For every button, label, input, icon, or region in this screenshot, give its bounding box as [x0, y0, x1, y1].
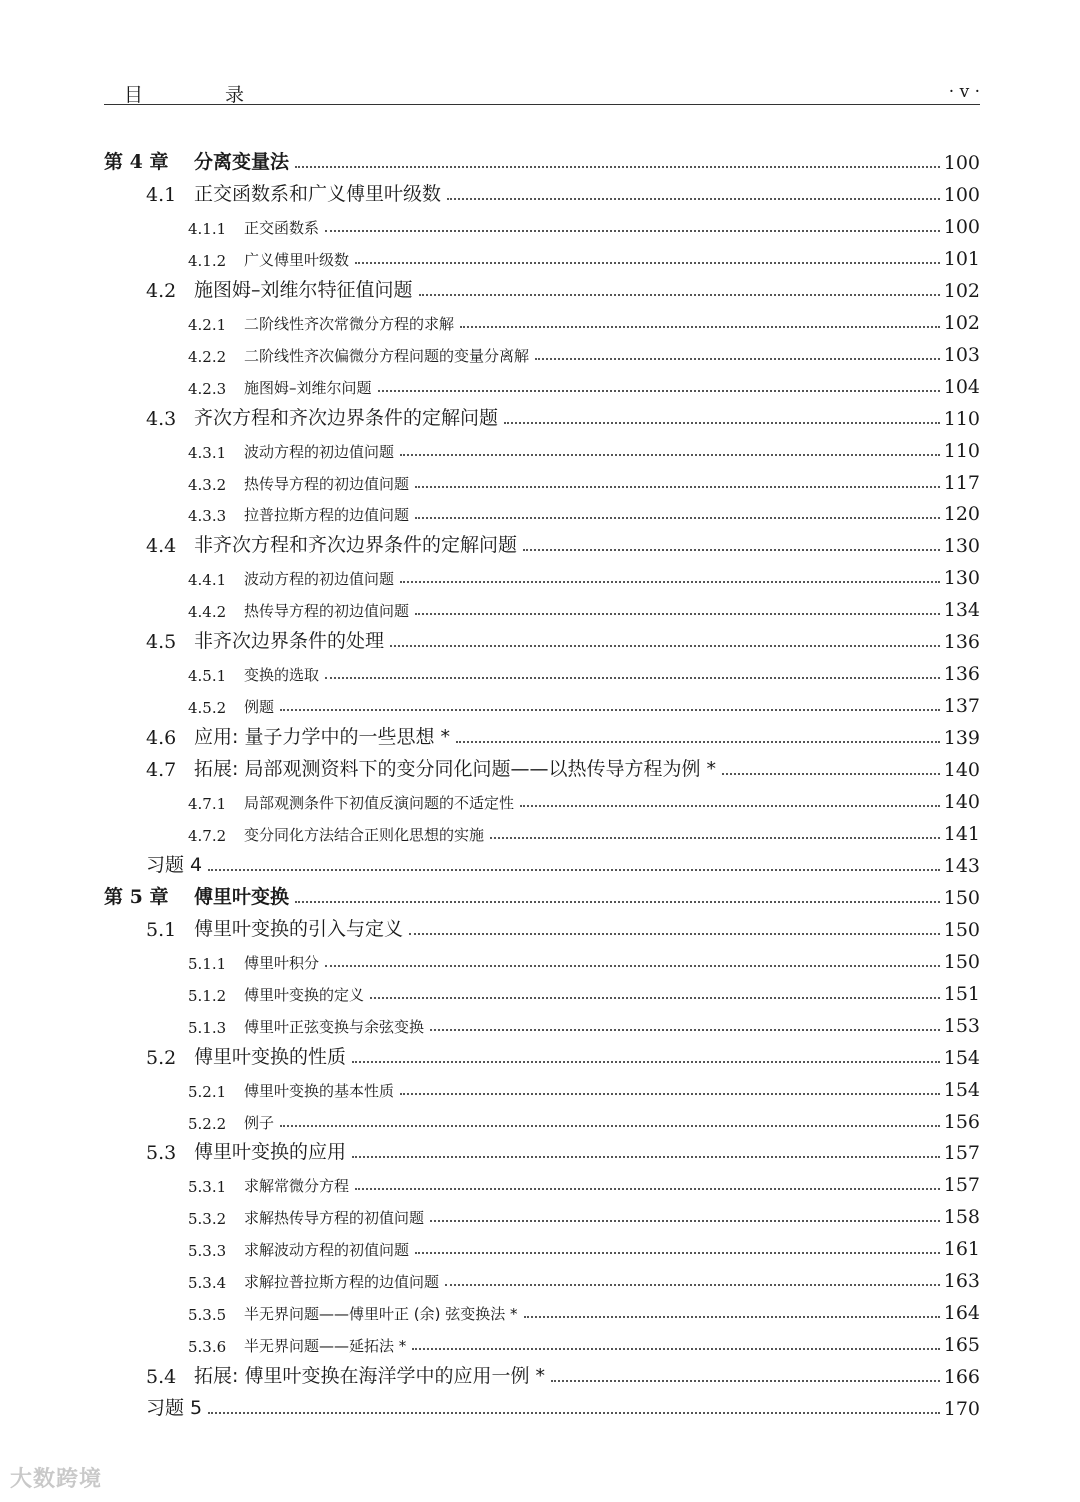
- toc-entry-number: 5.1.2: [188, 986, 227, 1005]
- toc-entry-page: 164: [943, 1302, 980, 1325]
- toc-entry-page: 158: [943, 1206, 980, 1229]
- toc-entry[interactable]: [104, 338, 980, 366]
- toc-entry-title: 例子: [244, 1113, 275, 1132]
- dot-leader: [447, 198, 940, 200]
- toc-entry-title: 拓展: 傅里叶变换在海洋学中的应用一例 *: [194, 1365, 545, 1388]
- dot-leader: [456, 741, 940, 743]
- toc-entry-number: 4.1.2: [188, 251, 227, 270]
- dot-leader: [280, 709, 940, 711]
- toc-entry-page: 140: [943, 759, 980, 782]
- toc-entry[interactable]: [104, 178, 980, 206]
- toc-entry-page: 161: [943, 1238, 980, 1261]
- toc-entry-title: 应用: 量子力学中的一些思想 *: [194, 726, 450, 749]
- toc-entry-number: 4.1.1: [188, 219, 227, 238]
- toc-entry[interactable]: [104, 1232, 980, 1260]
- toc-entry-page: 157: [943, 1142, 980, 1165]
- toc-entry-title: 二阶线性齐次常微分方程的求解: [244, 314, 455, 333]
- toc-entry-number: 5.3.2: [188, 1210, 227, 1229]
- toc-entry-title: 傅里叶变换: [194, 885, 290, 908]
- toc-entry-number: 4.2.1: [188, 315, 227, 334]
- toc-entry-number: 5.3.5: [188, 1306, 227, 1325]
- toc-entry-number: 5.3.3: [188, 1242, 227, 1261]
- toc-entry-page: 139: [943, 727, 980, 750]
- dot-leader: [412, 1348, 939, 1350]
- dot-leader: [409, 933, 940, 935]
- toc-entry[interactable]: [104, 561, 980, 589]
- toc-entry-title: 波动方程的初边值问题: [244, 442, 395, 461]
- toc-entry[interactable]: [104, 146, 980, 174]
- dot-leader: [208, 869, 940, 871]
- dot-leader: [400, 454, 940, 456]
- dot-leader: [295, 901, 940, 903]
- dot-leader: [280, 1125, 940, 1127]
- toc-entry-page: 154: [943, 1078, 980, 1101]
- toc-entry-title: 正交函数系和广义傅里叶级数: [194, 182, 442, 205]
- toc-entry-page: 100: [943, 152, 980, 174]
- toc-entry-number: 第 4 章: [104, 151, 169, 173]
- toc-entry[interactable]: [104, 945, 980, 973]
- toc-entry-page: 141: [943, 822, 980, 845]
- toc-entry-number: 4.2: [146, 279, 177, 302]
- toc-entry[interactable]: [104, 753, 980, 781]
- toc-entry[interactable]: [104, 913, 980, 941]
- toc-entry-number: 4.3.3: [188, 507, 227, 526]
- toc-entry-number: 4.3: [146, 407, 177, 430]
- toc-entry-title: 正交函数系: [244, 218, 320, 237]
- toc-entry-page: 150: [943, 886, 980, 909]
- toc-entry-title: 热传导方程的初边值问题: [244, 602, 410, 621]
- toc-entry-page: 153: [943, 1014, 980, 1037]
- toc-entry-title: 二阶线性齐次偏微分方程问题的变量分离解: [244, 346, 530, 365]
- toc-entry-number: 5.1.3: [188, 1018, 227, 1037]
- toc-entry-title: 齐次方程和齐次边界条件的定解问题: [194, 406, 499, 429]
- toc-entry-number: 4.7.2: [188, 826, 227, 845]
- toc-entry-page: 101: [943, 247, 980, 270]
- toc-entry[interactable]: [104, 1200, 980, 1228]
- toc-entry[interactable]: [104, 1296, 980, 1324]
- dot-leader: [355, 262, 940, 264]
- toc-entry-title: 非齐次方程和齐次边界条件的定解问题: [194, 534, 518, 557]
- toc-entry-number: 5.1: [146, 918, 177, 941]
- toc-entry[interactable]: [104, 625, 980, 653]
- toc-entry-number: 4.4.1: [188, 571, 227, 590]
- toc-entry-number: 5.3: [146, 1142, 177, 1165]
- toc-entry-title: 傅里叶变换的应用: [194, 1141, 347, 1164]
- dot-leader: [419, 294, 940, 296]
- toc-entry[interactable]: [104, 434, 980, 462]
- dot-leader: [430, 1029, 940, 1031]
- toc-entry-number: 4.7.1: [188, 795, 227, 813]
- toc-entry-page: 120: [943, 503, 980, 526]
- toc-entry-number: 5.2: [146, 1046, 177, 1069]
- dot-leader: [378, 390, 940, 392]
- toc-entry-number: 4.1: [146, 183, 177, 206]
- toc-entry-page: 157: [943, 1174, 980, 1197]
- dot-leader: [490, 837, 940, 839]
- toc-entry-number: 5.3.1: [188, 1178, 227, 1197]
- toc-entry[interactable]: [104, 1105, 980, 1133]
- toc-entry[interactable]: [104, 529, 980, 557]
- toc-entry-page: 110: [943, 407, 980, 430]
- watermark-logo: 大数跨境: [10, 1467, 103, 1492]
- toc-entry-page: 150: [943, 950, 980, 973]
- dot-leader: [415, 517, 940, 519]
- toc-entry-title: 热传导方程的初边值问题: [244, 474, 410, 493]
- dot-leader: [430, 1220, 940, 1222]
- toc-entry[interactable]: [104, 306, 980, 334]
- toc-entry-title: 局部观测条件下初值反演问题的不适定性: [244, 794, 515, 812]
- dot-leader: [352, 1061, 940, 1063]
- toc-entry[interactable]: [104, 721, 980, 749]
- toc-entry[interactable]: [104, 817, 980, 845]
- toc-entry-page: 163: [943, 1270, 980, 1293]
- dot-leader: [535, 358, 940, 360]
- toc-entry[interactable]: [104, 1073, 980, 1101]
- toc-entry[interactable]: [104, 849, 980, 877]
- dot-leader: [208, 1412, 940, 1414]
- toc-entry-page: 151: [943, 982, 980, 1005]
- toc-entry-title: 施图姆–刘维尔问题: [244, 378, 372, 397]
- dot-leader: [352, 1156, 940, 1158]
- toc-entry-number: 第 5 章: [104, 885, 169, 908]
- toc-entry-page: 136: [943, 663, 980, 686]
- toc-entry-page: 140: [943, 791, 980, 813]
- toc-entry[interactable]: [104, 1041, 980, 1069]
- toc-entry-page: 100: [943, 215, 980, 238]
- dot-leader: [400, 581, 940, 583]
- toc-entry[interactable]: [104, 1264, 980, 1292]
- toc-entry-number: 4.4: [146, 535, 177, 558]
- toc-entry[interactable]: [104, 370, 980, 398]
- toc-entry-title: 傅里叶变换的引入与定义: [194, 917, 404, 940]
- toc-entry-title: 求解拉普拉斯方程的边值问题: [244, 1273, 440, 1292]
- dot-leader: [504, 422, 940, 424]
- toc-entry[interactable]: [104, 274, 980, 302]
- toc-entry-title: 拓展: 局部观测资料下的变分同化问题——以热传导方程为例 *: [194, 758, 716, 781]
- toc-entry-page: 150: [943, 918, 980, 941]
- toc-entry-number: 5.3.4: [188, 1274, 227, 1293]
- toc-entry[interactable]: [104, 1328, 980, 1356]
- toc-entry-title: 傅里叶正弦变换与余弦变换: [244, 1017, 425, 1036]
- toc-entry[interactable]: [104, 210, 980, 238]
- toc-entry[interactable]: [104, 657, 980, 685]
- dot-leader: [355, 1188, 940, 1190]
- toc-entry-number: 5.1.1: [188, 954, 227, 973]
- toc-entry-title: 求解热传导方程的初值问题: [244, 1209, 425, 1228]
- toc-entry-title: 施图姆–刘维尔特征值问题: [194, 278, 413, 301]
- toc-entry[interactable]: [104, 1009, 980, 1037]
- toc-entry-title: 半无界问题——延拓法 *: [244, 1337, 407, 1356]
- toc-entry-title: 拉普拉斯方程的边值问题: [244, 506, 410, 525]
- toc-entry-title: 习题 4: [146, 853, 203, 876]
- toc-entry[interactable]: [104, 1360, 980, 1388]
- dot-leader: [325, 677, 940, 679]
- toc-entry-page: 130: [943, 567, 980, 590]
- dot-leader: [370, 997, 940, 999]
- toc-entry-title: 求解常微分方程: [244, 1177, 350, 1196]
- toc-entry[interactable]: [104, 593, 980, 621]
- toc-entry-title: 习题 5: [146, 1397, 203, 1420]
- toc-entry[interactable]: [104, 689, 980, 717]
- toc-entry-number: 4.5: [146, 631, 177, 654]
- toc-entry-number: 4.4.2: [188, 603, 227, 622]
- toc-entry-page: 117: [943, 471, 980, 494]
- toc-entry-number: 5.2.2: [188, 1114, 227, 1133]
- toc-entry-number: 4.2.2: [188, 347, 227, 366]
- toc-entry-number: 4.3.1: [188, 443, 227, 462]
- toc-entry[interactable]: [104, 402, 980, 430]
- toc-entry-page: 130: [943, 535, 980, 558]
- toc-entry-number: 4.2.3: [188, 379, 227, 398]
- toc-entry-number: 5.2.1: [188, 1082, 227, 1101]
- toc-entry-page: 110: [943, 439, 980, 462]
- dot-leader: [325, 965, 940, 967]
- toc-entry-page: 166: [943, 1366, 980, 1389]
- toc-entry-page: 103: [943, 343, 980, 366]
- toc-entry[interactable]: [104, 785, 980, 813]
- dot-leader: [390, 645, 940, 647]
- page-header: [104, 78, 980, 105]
- toc-entry-page: 134: [943, 599, 980, 622]
- dot-leader: [460, 326, 940, 328]
- toc-entry-number: 4.7: [146, 759, 177, 782]
- dot-leader: [445, 1284, 940, 1286]
- toc-entry-title: 求解波动方程的初值问题: [244, 1241, 410, 1260]
- toc-entry-page: 143: [943, 854, 980, 877]
- toc-entry-page: 137: [943, 695, 980, 718]
- toc-entry[interactable]: [104, 881, 980, 909]
- dot-leader: [325, 230, 940, 232]
- dot-leader: [722, 773, 940, 775]
- toc-entry-page: 165: [943, 1334, 980, 1357]
- toc-entry[interactable]: [104, 1168, 980, 1196]
- toc-entry-title: 傅里叶变换的基本性质: [244, 1081, 395, 1100]
- toc-entry-title: 傅里叶积分: [244, 953, 320, 972]
- toc-entry-page: 104: [943, 375, 980, 398]
- toc-entry-title: 傅里叶变换的性质: [194, 1045, 347, 1068]
- toc-entry-title: 分离变量法: [194, 151, 290, 173]
- toc-entry-page: 154: [943, 1046, 980, 1069]
- toc-entry-title: 非齐次边界条件的处理: [194, 630, 385, 653]
- toc-entry-number: 4.6: [146, 727, 177, 750]
- toc-entry-page: 102: [943, 311, 980, 334]
- toc-entry-page: 170: [943, 1398, 980, 1421]
- toc-entry-number: 4.5.2: [188, 699, 227, 718]
- toc-entry-title: 变分同化方法结合正则化思想的实施: [244, 825, 485, 844]
- toc-entry-title: 波动方程的初边值问题: [244, 570, 395, 589]
- toc-entry[interactable]: [104, 1136, 980, 1164]
- toc-entry[interactable]: [104, 466, 980, 494]
- dot-leader: [523, 549, 940, 551]
- toc-entry-number: 5.3.6: [188, 1338, 227, 1357]
- toc-entry-title: 变换的选取: [244, 666, 320, 685]
- toc-entry[interactable]: [104, 497, 980, 525]
- toc-entry-title: 半无界问题——傅里叶正 (余) 弦变换法 *: [244, 1305, 518, 1324]
- header-title: 目 录: [124, 84, 283, 106]
- toc-entry-page: 156: [943, 1110, 980, 1133]
- dot-leader: [415, 1252, 940, 1254]
- header-page-number: · v ·: [948, 82, 980, 102]
- toc-entry-title: 例题: [244, 698, 275, 717]
- dot-leader: [415, 613, 940, 615]
- toc-entry[interactable]: [104, 1392, 980, 1420]
- toc-entry[interactable]: [104, 977, 980, 1005]
- toc-entry-page: 136: [943, 631, 980, 654]
- toc-entry[interactable]: [104, 242, 980, 270]
- toc-entry-number: 4.3.2: [188, 475, 227, 494]
- toc-entry-number: 5.4: [146, 1366, 177, 1389]
- toc-entry-page: 102: [943, 279, 980, 302]
- toc-entry-page: 100: [943, 183, 980, 206]
- dot-leader: [400, 1093, 940, 1095]
- dot-leader: [415, 486, 940, 488]
- dot-leader: [524, 1316, 940, 1318]
- dot-leader: [551, 1380, 940, 1382]
- toc-entry-title: 广义傅里叶级数: [244, 250, 350, 269]
- dot-leader: [295, 166, 940, 168]
- toc-entry-title: 傅里叶变换的定义: [244, 985, 365, 1004]
- toc-entry-number: 4.5.1: [188, 667, 227, 686]
- dot-leader: [520, 805, 940, 807]
